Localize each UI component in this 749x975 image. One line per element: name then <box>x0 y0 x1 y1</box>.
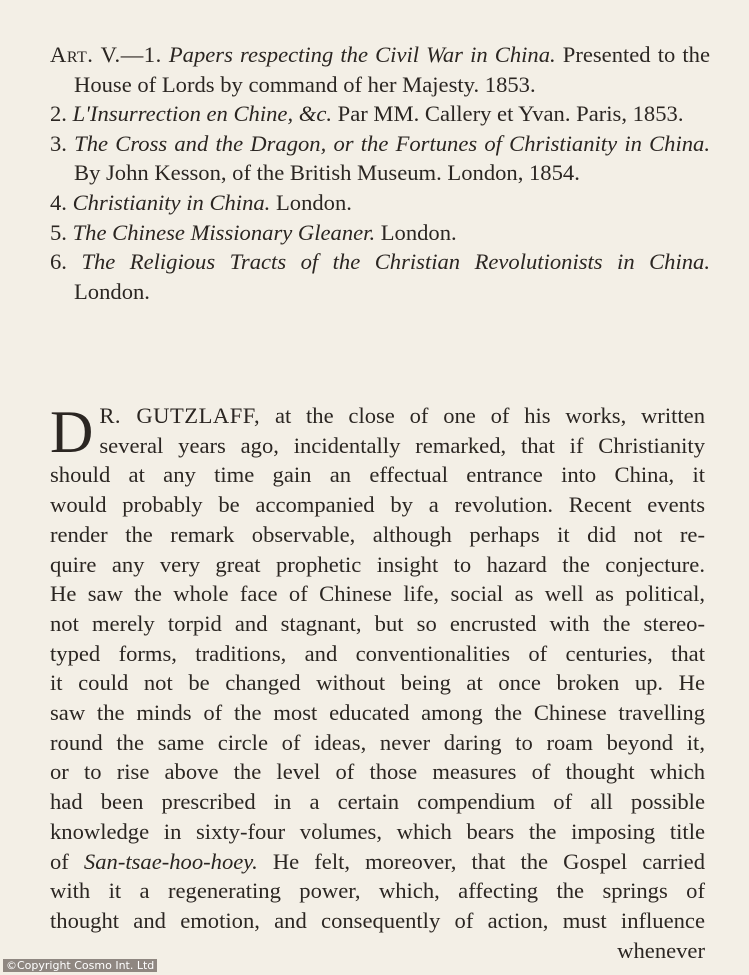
reference-rest: Par MM. Callery et Yvan. Paris, 1853. <box>332 101 684 127</box>
body-line: or to rise above the level of those measures of thought which <box>50 759 705 785</box>
reference-lead: 2. <box>50 101 67 127</box>
reference-title: The Religious Tracts of the Christian Revolutionists in China. <box>81 249 710 275</box>
book-title: San-tsae-hoo-hoey. <box>83 848 258 874</box>
body-line: not merely torpid and stagnant, but so encrusted with the stereo- <box>50 610 705 636</box>
reference-item-6 <box>50 247 710 306</box>
article-body <box>50 401 705 965</box>
reference-title: The Chinese Missionary Gleaner. <box>72 219 376 245</box>
reference-rest: London. <box>270 189 352 215</box>
reference-lead: 6. <box>50 249 67 275</box>
references-list <box>50 40 710 306</box>
reference-title: Christianity in China. <box>72 189 271 215</box>
body-line: render the remark observable, although perhaps it did not re- <box>50 521 705 547</box>
body-line: it could not be changed without being at once broken up. He <box>50 670 705 696</box>
drop-cap: D <box>50 399 94 465</box>
body-line <box>50 401 705 431</box>
body-line: typed forms, traditions, and conventionalities of centuries, that <box>50 640 705 666</box>
reference-rest: Presented to the House of Lords by command of her Majesty. 1853. <box>74 42 711 97</box>
reference-item-3 <box>50 129 710 188</box>
reference-rest: By John Kesson, of the British Museum. London, 1854. <box>74 160 580 186</box>
reference-lead: 3. <box>50 130 67 156</box>
catchword: whenever <box>617 937 705 963</box>
reference-title: L'Insurrection en Chine, &c. <box>72 101 333 127</box>
reference-title: Papers respecting the Civil War in China. <box>168 42 556 67</box>
reference-lead: 4. <box>50 189 67 215</box>
body-line: had been prescribed in a certain compendium of all possible <box>50 789 705 815</box>
body-line: thought and emotion, and consequently of action, must influence <box>50 907 705 933</box>
body-text: of <box>50 848 84 874</box>
reference-rest: London. <box>375 219 457 245</box>
reference-title: The Cross and the Dragon, or the Fortunes of Christianity in China. <box>74 130 710 156</box>
body-line: He saw the whole face of Chinese life, social as well as political, <box>50 581 705 607</box>
body-line: quire any very great prophetic insight to hazard the conjecture. <box>50 551 705 577</box>
body-line: saw the minds of the most educated among the Chinese travelling <box>50 700 705 726</box>
reference-lead: Art. V.—1. <box>50 42 162 67</box>
reference-lead: 5. <box>50 219 67 245</box>
opening-name: R. GUTZLAFF, <box>99 403 261 428</box>
reference-item-2 <box>50 99 710 129</box>
body-line: would probably be accompanied by a revolution. Recent events <box>50 492 705 518</box>
copyright-watermark: ©Copyright Cosmo Int. Ltd <box>3 959 157 972</box>
body-text: He felt, moreover, that the Gospel carried <box>257 848 705 874</box>
body-line: with it a regenerating power, which, affecting the springs of <box>50 878 705 904</box>
body-line: round the same circle of ideas, never daring to roam beyond it, <box>50 729 705 755</box>
body-line: several years ago, incidentally remarked, that if Christianity <box>99 432 705 458</box>
reference-item-4 <box>50 188 710 218</box>
reference-item-5 <box>50 218 710 248</box>
body-line-text: at the close of one of his works, written <box>274 403 705 428</box>
body-line: should at any time gain an effectual entrance into China, it <box>50 462 705 488</box>
reference-item-1 <box>50 40 710 99</box>
body-line: knowledge in sixty-four volumes, which bears the imposing title <box>50 818 705 844</box>
reference-rest: London. <box>74 278 150 304</box>
body-line <box>50 847 705 877</box>
